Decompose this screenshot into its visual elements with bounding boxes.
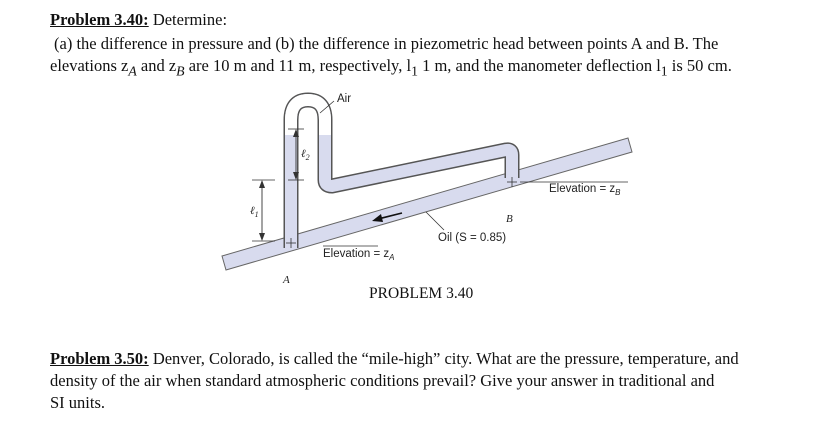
l1-arrow-bottom: [259, 233, 265, 241]
sub-2: 1: [660, 63, 668, 79]
problem-340-line1: (a) the difference in pressure and (b) the difference in piezometric head between points A and B. The: [54, 34, 719, 53]
problem-340-lead: Determine:: [148, 10, 228, 29]
sub-b: B: [176, 63, 185, 79]
problem-350-line1: Denver, Colorado, is called the “mile-high” city. What are the pressure, temperature, and: [148, 349, 739, 368]
point-a-label: A: [283, 274, 290, 286]
problem-350-line2: density of the air when standard atmospheric conditions prevail? Give your answer in traditional and: [50, 371, 715, 390]
problem-340-label: Problem 3.40:: [50, 10, 149, 29]
elevation-b-label: Elevation = $z_B$: [549, 183, 621, 197]
problem-340-line2a: elevations z: [50, 56, 129, 75]
oil-label: Oil (S = 0.85): [438, 232, 507, 244]
l2-label: ℓ$_2$: [301, 148, 310, 162]
problem-340-line2b: and z: [136, 56, 177, 75]
oil-leader: [426, 212, 444, 230]
air-label: Air: [337, 93, 352, 105]
problem-340-line2e: is 50 cm.: [667, 56, 732, 75]
problem-350-line3: SI units.: [50, 393, 106, 412]
sub-a: A: [128, 63, 137, 79]
problem-340-line2c: are 10 m and 11 m, respectively, l: [184, 56, 412, 75]
l1-arrow-top: [259, 180, 265, 188]
elevation-a-label: Elevation = $z_A$: [323, 248, 395, 262]
figure-caption: PROBLEM 3.40: [369, 285, 474, 302]
sub-1: 1: [411, 63, 418, 79]
problem-350: [50, 348, 810, 414]
l1-label: ℓ$_1$: [250, 205, 259, 219]
problem-350-label: Problem 3.50:: [50, 349, 149, 368]
point-b-label: B: [506, 213, 513, 225]
problem-340-line2d: 1 m, and the manometer deflection l: [417, 56, 661, 75]
